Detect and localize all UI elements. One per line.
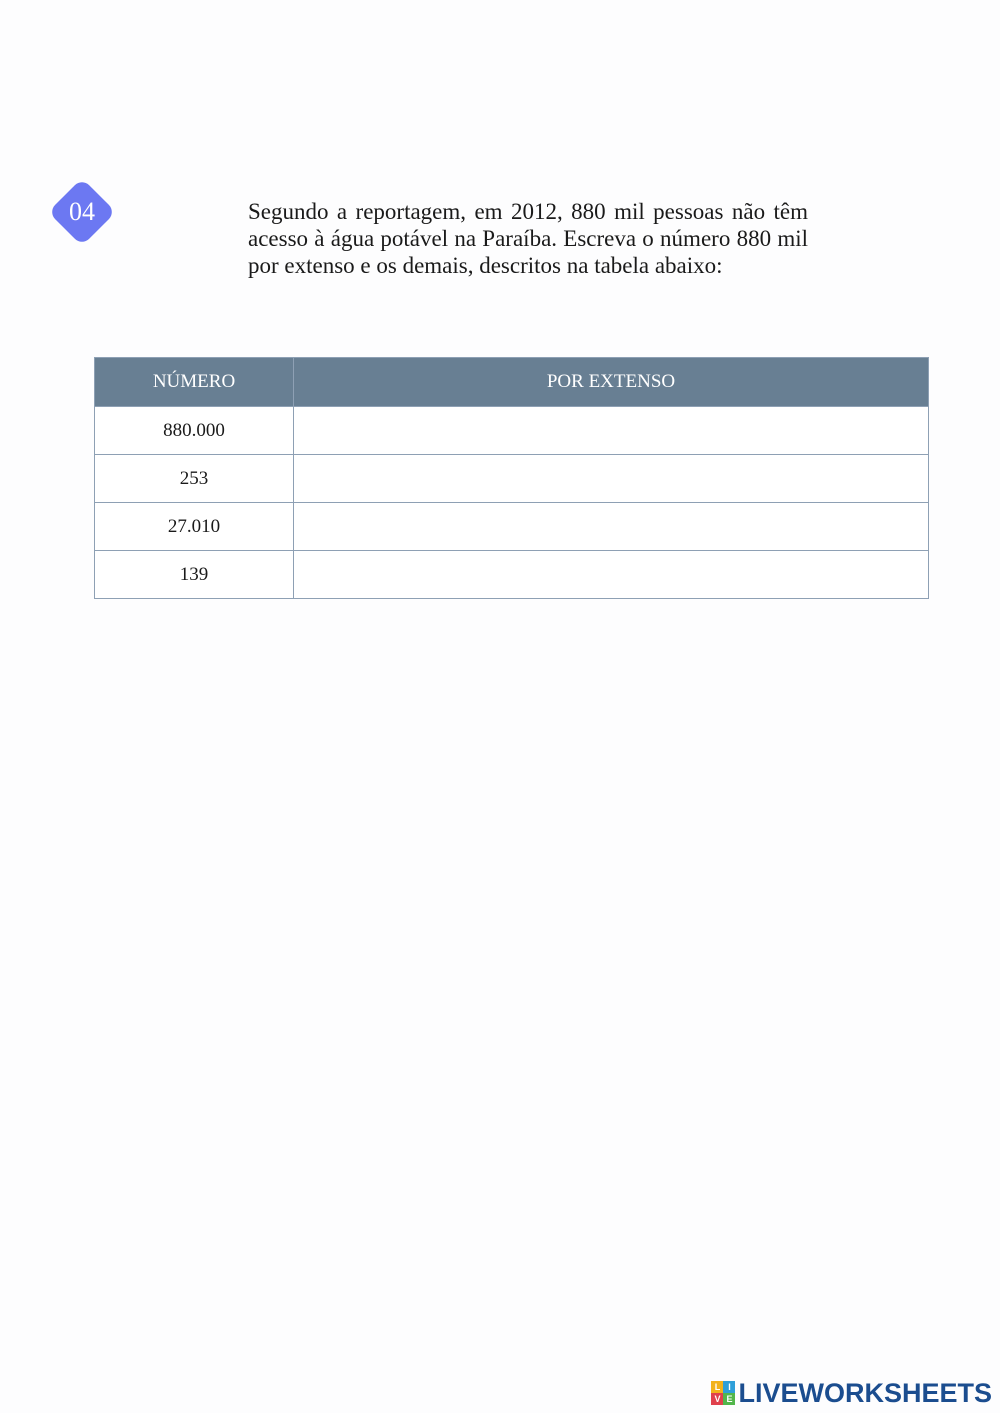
question-text: Segundo a reportagem, em 2012, 880 mil pessoas não têm acesso à água potável na Paraíba. Escreva o número 880 mil por extenso e os demais, descritos na tabela abaixo: [248,199,808,278]
answer-cell[interactable] [294,551,929,599]
table-row [95,455,929,503]
answer-cell[interactable] [294,407,929,455]
number-cell: 139 [95,551,294,599]
logo-letter: I [723,1381,735,1393]
answer-cell[interactable] [294,503,929,551]
question-number-badge [47,177,117,247]
logo-letter: V [711,1393,723,1405]
answer-cell[interactable] [294,455,929,503]
logo-letter: L [711,1381,723,1393]
number-cell: 880.000 [95,407,294,455]
table-header-row [95,358,929,407]
logo-icon [711,1381,735,1405]
question-number: 04 [69,197,95,226]
brand-name: LIVEWORKSHEETS [738,1377,992,1408]
table-row [95,407,929,455]
header-por-extenso: POR EXTENSO [294,358,929,407]
table-row [95,503,929,551]
liveworksheets-logo [711,1378,992,1408]
header-numero: NÚMERO [95,358,294,407]
number-cell: 253 [95,455,294,503]
number-cell: 27.010 [95,503,294,551]
logo-letter: E [723,1393,735,1405]
answer-table [94,357,929,599]
table-row [95,551,929,599]
